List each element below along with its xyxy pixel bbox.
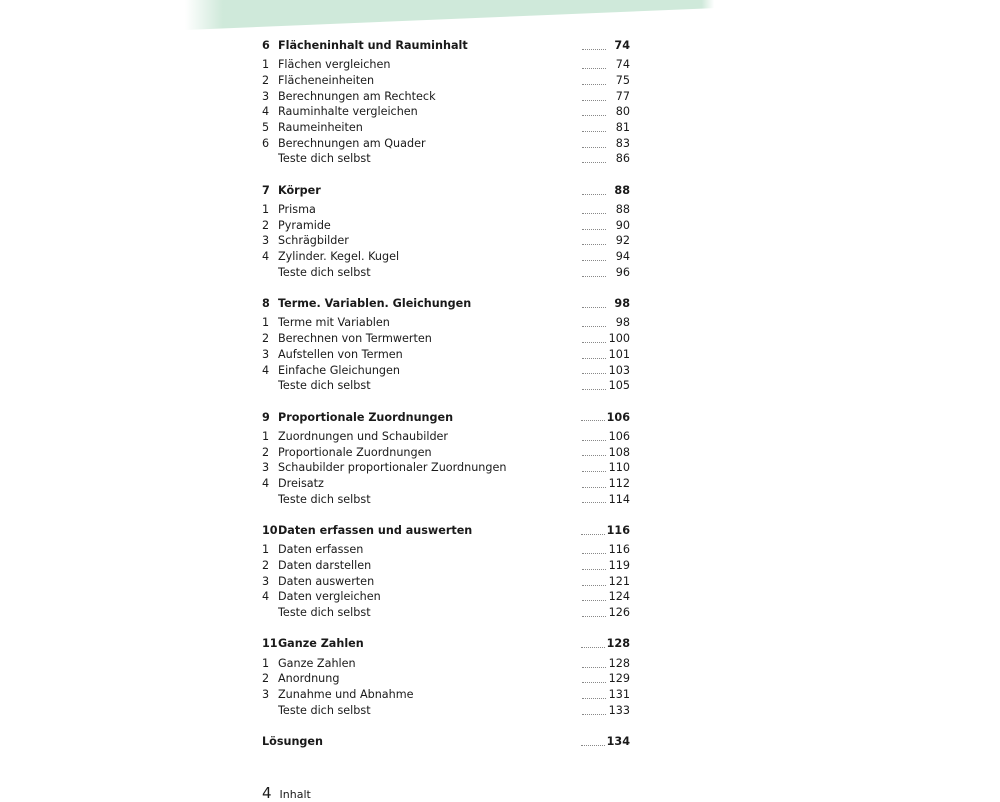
entry-page-number: 98 [614,297,630,311]
toc-entry [262,57,630,73]
chapter-block [262,523,630,621]
dot-leader [582,599,606,601]
toc-entry [262,347,630,363]
toc-entry [262,218,630,234]
entry-title: Teste dich selbst [278,703,371,717]
entry-title: Berechnungen am Rechteck [278,89,436,103]
entry-title: Terme mit Variablen [278,316,390,330]
entry-number: 3 [262,574,270,588]
entry-page-number: 105 [608,379,630,393]
toc-entry [262,73,630,89]
entry-number: 2 [262,73,270,87]
toc-entry [262,378,630,394]
entry-page-number: 92 [615,234,630,248]
entry-title: Teste dich selbst [278,265,371,279]
toc-entry [262,249,630,265]
dot-leader [582,48,606,50]
entry-number: 4 [262,590,270,604]
dot-leader [582,486,606,488]
entry-title: Teste dich selbst [278,379,371,393]
toc-entry [262,589,630,605]
entry-number: 3 [262,234,270,248]
entry-title: Berechnungen am Quader [278,136,426,150]
chapter-heading [262,296,630,312]
entry-title: Terme. Variablen. Gleichungen [278,297,472,311]
chapter-heading [262,523,630,539]
toc-entry [262,656,630,672]
toc-entry [262,605,630,621]
entry-title: Daten erfassen und auswerten [278,524,473,537]
entry-number: 2 [262,332,270,346]
entry-page-number: 94 [615,250,630,264]
dot-leader [582,146,606,148]
dot-leader [582,357,606,359]
entry-page-number: 124 [608,590,630,604]
toc-entry [262,104,630,120]
entry-page-number: 88 [614,183,630,197]
dot-leader [582,501,606,503]
entry-number: 6 [262,136,270,150]
chapter-heading [262,410,630,426]
entry-page-number: 81 [615,121,630,135]
entry-page-number: 83 [615,136,630,150]
entry-title: Zuordnungen und Schaubilder [278,429,449,443]
entry-title: Proportionale Zuordnungen [278,445,432,459]
entry-title: Dreisatz [278,476,324,490]
entry-page-number: 100 [608,332,630,346]
dot-leader [582,114,606,116]
entry-title: Teste dich selbst [278,152,371,166]
chapter-block [262,38,630,167]
toc-entry [262,445,630,461]
dot-leader [582,161,606,163]
entry-number: 5 [262,121,270,135]
entry-title: Prisma [278,203,316,217]
entry-number: 11 [262,637,278,651]
entry-page-number: 129 [608,672,630,686]
entry-page-number: 80 [615,105,630,119]
entry-page-number: 119 [608,558,630,572]
entry-page-number: 112 [608,476,630,490]
decorative-header-band [0,0,1000,30]
entry-page-number: 114 [608,492,630,506]
dot-leader [582,681,606,683]
dot-leader [582,584,606,586]
toc-entry [262,233,630,249]
entry-page-number: 131 [608,688,630,702]
entry-title: Ganze Zahlen [278,637,364,651]
entry-number: 1 [262,58,270,72]
chapter-heading [262,38,630,54]
entry-title: Zunahme und Abnahme [278,688,414,702]
dot-leader [581,744,605,746]
entry-title: Daten auswerten [278,574,375,588]
entry-title: Daten darstellen [278,558,372,572]
toc-entry [262,492,630,508]
dot-leader [582,470,606,472]
chapter-block [262,296,630,394]
chapter-heading [262,183,630,199]
dot-leader [582,243,606,245]
entry-title: Flächeninhalt und Rauminhalt [278,39,468,52]
entry-number: 2 [262,672,270,686]
dot-leader [582,212,606,214]
entry-page-number: 128 [606,637,630,651]
chapter-block [262,410,630,508]
dot-leader [582,259,606,261]
entry-number: 3 [262,89,270,103]
entry-title: Zylinder. Kegel. Kugel [278,250,400,264]
entry-title: Pyramide [278,218,331,232]
entry-page-number: 96 [615,265,630,279]
toc-entry [262,671,630,687]
entry-title: Einfache Gleichungen [278,363,401,377]
entry-number: 2 [262,445,270,459]
entry-page-number: 133 [608,703,630,717]
toc-entry [262,265,630,281]
toc-entry [262,315,630,331]
dot-leader [581,419,605,421]
toc-entry [262,687,630,703]
entry-title: Aufstellen von Termen [278,347,403,361]
entry-page-number: 128 [608,656,630,670]
toc-entry [262,703,630,719]
entry-page-number: 101 [608,347,630,361]
entry-page-number: 126 [608,606,630,620]
header-band-shape [185,0,815,30]
entry-number: 1 [262,656,270,670]
entry-title: Proportionale Zuordnungen [278,410,454,424]
entry-page-number: 121 [608,574,630,588]
dot-leader [582,193,606,195]
dot-leader [582,228,606,230]
dot-leader [582,372,606,374]
entry-title: Teste dich selbst [278,606,371,620]
entry-number: 7 [262,183,270,197]
entry-page-number: 77 [615,89,630,103]
table-of-contents [262,38,630,753]
toc-entry [262,429,630,445]
dot-leader [582,454,606,456]
entry-number: 3 [262,347,270,361]
page-footer [262,784,311,802]
entry-number: 1 [262,543,270,557]
dot-leader [582,697,606,699]
dot-leader [582,130,606,132]
chapter-block [262,183,630,281]
dot-leader [582,306,606,308]
entry-page-number: 106 [606,410,630,424]
toc-entry [262,120,630,136]
dot-leader [582,275,606,277]
solutions-entry [262,734,630,750]
entry-title: Ganze Zahlen [278,656,356,670]
dot-leader [582,552,606,554]
toc-entry [262,89,630,105]
entry-page-number: 86 [615,152,630,166]
entry-page-number: 74 [614,39,630,52]
footer-label: Inhalt [279,788,311,801]
entry-title: Berechnen von Termwerten [278,332,432,346]
dot-leader [582,439,606,441]
entry-number: 4 [262,476,270,490]
entry-title: Flächeneinheiten [278,73,375,87]
toc-entry [262,363,630,379]
entry-page-number: 103 [608,363,630,377]
toc-entry [262,151,630,167]
entry-title: Schrägbilder [278,234,349,248]
dot-leader [582,615,606,617]
toc-entry [262,574,630,590]
entry-number: 4 [262,250,270,264]
entry-number: 1 [262,203,270,217]
entry-title: Anordnung [278,672,340,686]
entry-page-number: 116 [608,543,630,557]
dot-leader [582,67,606,69]
entry-title: Flächen vergleichen [278,58,391,72]
dot-leader [581,533,605,535]
chapter-block [262,636,630,718]
entry-number: 1 [262,316,270,330]
entry-page-number: 106 [608,429,630,443]
solutions-page-number: 134 [606,735,630,749]
chapter-heading [262,636,630,652]
entry-number: 4 [262,105,270,119]
entry-title: Teste dich selbst [278,492,371,506]
toc-entry [262,136,630,152]
footer-page-number: 4 [262,784,272,802]
dot-leader [582,568,606,570]
entry-title: Daten erfassen [278,543,364,557]
toc-entry [262,476,630,492]
entry-title: Rauminhalte vergleichen [278,105,418,119]
toc-entry [262,202,630,218]
dot-leader [582,666,606,668]
dot-leader [582,713,606,715]
entry-number: 8 [262,297,270,311]
dot-leader [582,99,606,101]
entry-title: Daten vergleichen [278,590,381,604]
toc-entry [262,460,630,476]
entry-page-number: 108 [608,445,630,459]
dot-leader [582,341,606,343]
entry-title: Körper [278,183,321,197]
toc-entry [262,542,630,558]
entry-number: 3 [262,461,270,475]
dot-leader [581,646,605,648]
entry-page-number: 116 [606,524,630,537]
entry-number: 10 [262,524,278,537]
entry-title: Schaubilder proportionaler Zuordnungen [278,461,507,475]
entry-number: 2 [262,218,270,232]
dot-leader [582,388,606,390]
entry-number: 6 [262,39,270,52]
entry-page-number: 75 [615,73,630,87]
entry-number: 2 [262,558,270,572]
entry-page-number: 98 [615,316,630,330]
entry-title: Raumeinheiten [278,121,363,135]
entry-page-number: 74 [615,58,630,72]
entry-number: 9 [262,410,270,424]
entry-page-number: 90 [615,218,630,232]
toc-entry [262,331,630,347]
dot-leader [582,83,606,85]
dot-leader [582,325,606,327]
entry-page-number: 88 [615,203,630,217]
toc-entry [262,558,630,574]
entry-page-number: 110 [608,461,630,475]
solutions-title: Lösungen [262,735,323,749]
entry-number: 4 [262,363,270,377]
entry-number: 1 [262,429,270,443]
entry-number: 3 [262,688,270,702]
